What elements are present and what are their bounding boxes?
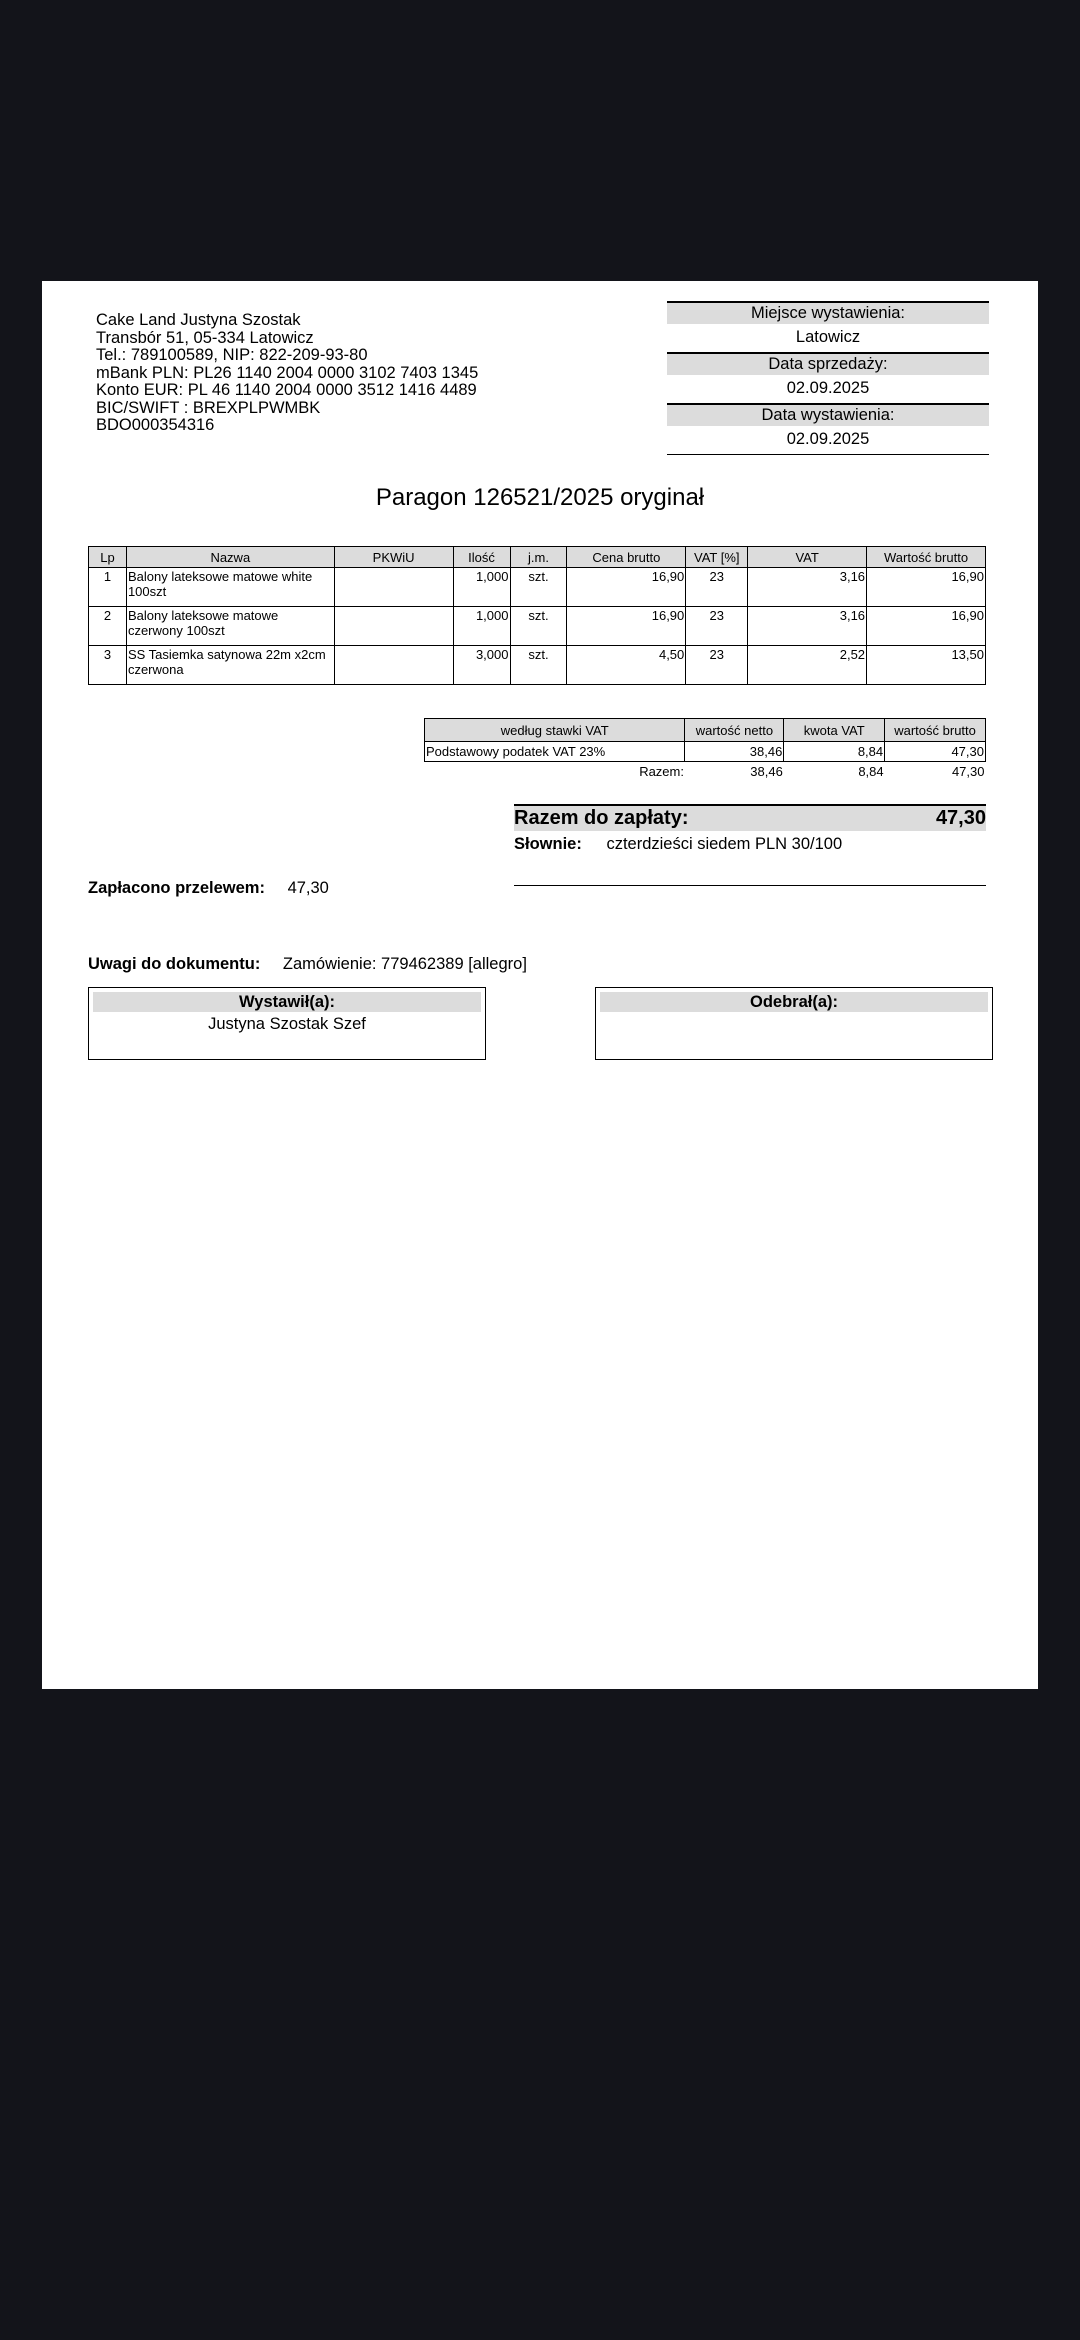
receiver-box <box>595 987 993 1060</box>
place-label: Miejsce wystawienia: <box>667 301 989 324</box>
document-notes <box>88 955 527 974</box>
vat-header-row <box>425 719 986 742</box>
vat-sum-row <box>425 762 986 782</box>
issue-date-label: Data wystawienia: <box>667 403 989 426</box>
seller-info <box>96 312 478 435</box>
document-title: Paragon 126521/2025 oryginał <box>375 484 705 511</box>
seller-bank-eur: Konto EUR: PL 46 1140 2004 0000 3512 1416 4489 <box>96 381 477 399</box>
cell-lp: 2 <box>89 607 127 646</box>
cell-cena-brutto: 4,50 <box>567 646 686 685</box>
vat-sum-netto: 38,46 <box>750 764 783 779</box>
col-ilosc: Ilość <box>453 547 510 568</box>
table-row <box>89 568 986 607</box>
payment-amount: 47,30 <box>287 879 329 897</box>
cell-cena-brutto: 16,90 <box>567 607 686 646</box>
notes-text: Zamówienie: 779462389 [allegro] <box>282 955 527 973</box>
vat-kwota: 8,84 <box>784 742 885 762</box>
cell-wartosc-brutto: 16,90 <box>867 607 986 646</box>
cell-vat: 3,16 <box>748 568 867 607</box>
issue-date-value: 02.09.2025 <box>786 430 870 448</box>
vat-summary-table <box>424 718 986 781</box>
cell-pkwiu <box>334 568 453 607</box>
issuer-name: Justyna Szostak Szef <box>208 1015 366 1033</box>
col-lp: Lp <box>89 547 127 568</box>
cell-pkwiu <box>334 646 453 685</box>
cell-jm: szt. <box>510 607 567 646</box>
table-row <box>89 607 986 646</box>
amount-in-words-text: czterdzieści siedem PLN 30/100 <box>606 835 843 853</box>
vat-col-rate: według stawki VAT <box>425 719 685 742</box>
cell-nazwa: Balony lateksowe matowe czerwony 100szt <box>126 607 334 646</box>
sale-date-label: Data sprzedaży: <box>667 352 989 375</box>
seller-bdo: BDO000354316 <box>96 416 215 434</box>
col-vat: VAT <box>748 547 867 568</box>
vat-row <box>425 742 986 762</box>
total-due <box>514 804 986 831</box>
cell-jm: szt. <box>510 646 567 685</box>
col-jm: j.m. <box>510 547 567 568</box>
cell-nazwa: SS Tasiemka satynowa 22m x2cm czerwona <box>126 646 334 685</box>
cell-vat: 3,16 <box>748 607 867 646</box>
vat-brutto: 47,30 <box>885 742 986 762</box>
items-header-row <box>89 547 986 568</box>
cell-lp: 1 <box>89 568 127 607</box>
receipt-page <box>42 281 1038 1689</box>
vat-sum-label: Razem: <box>639 764 684 779</box>
payment-label: Zapłacono przelewem: <box>88 879 265 897</box>
seller-swift: BIC/SWIFT : BREXPLPWMBK <box>96 398 321 417</box>
vat-rate-name: Podstawowy podatek VAT 23% <box>425 742 685 762</box>
issuer-label: Wystawił(a): <box>93 992 481 1012</box>
cell-wartosc-brutto: 13,50 <box>867 646 986 685</box>
col-pkwiu: PKWiU <box>334 547 453 568</box>
seller-phone-nip: Tel.: 789100589, NIP: 822-209-93-80 <box>96 346 368 364</box>
seller-address: Transbór 51, 05-334 Latowicz <box>96 328 314 347</box>
cell-vat-rate: 23 <box>686 607 748 646</box>
seller-bank-pln: mBank PLN: PL26 1140 2004 0000 3102 7403 1345 <box>96 363 479 382</box>
sale-date-value: 02.09.2025 <box>786 379 870 397</box>
amount-in-words-label: Słownie: <box>514 835 582 853</box>
table-row <box>89 646 986 685</box>
vat-sum-brutto: 47,30 <box>951 764 985 779</box>
payment-info <box>88 879 329 898</box>
document-meta <box>667 301 989 455</box>
vat-col-brutto: wartość brutto <box>885 719 986 742</box>
vat-netto: 38,46 <box>685 742 784 762</box>
cell-vat-rate: 23 <box>686 646 748 685</box>
vat-col-netto: wartość netto <box>685 719 784 742</box>
seller-name: Cake Land Justyna Szostak <box>96 311 301 329</box>
vat-col-kwota: kwota VAT <box>784 719 885 742</box>
items-table <box>88 546 986 685</box>
vat-sum-kwota: 8,84 <box>858 764 884 779</box>
divider-line <box>514 885 986 886</box>
cell-wartosc-brutto: 16,90 <box>867 568 986 607</box>
col-vat-rate: VAT [%] <box>686 547 748 568</box>
col-cena-brutto: Cena brutto <box>567 547 686 568</box>
cell-vat-rate: 23 <box>686 568 748 607</box>
total-due-label: Razem do zapłaty: <box>514 807 689 829</box>
meta-bottom-rule <box>667 454 989 455</box>
total-due-amount: 47,30 <box>935 807 986 829</box>
col-wartosc-brutto: Wartość brutto <box>867 547 986 568</box>
cell-ilosc: 1,000 <box>453 607 510 646</box>
place-value: Latowicz <box>795 328 861 346</box>
cell-pkwiu <box>334 607 453 646</box>
cell-ilosc: 3,000 <box>453 646 510 685</box>
notes-label: Uwagi do dokumentu: <box>88 955 261 973</box>
issuer-box <box>88 987 486 1060</box>
cell-ilosc: 1,000 <box>453 568 510 607</box>
receiver-label: Odebrał(a): <box>600 992 988 1012</box>
cell-cena-brutto: 16,90 <box>567 568 686 607</box>
cell-lp: 3 <box>89 646 127 685</box>
cell-jm: szt. <box>510 568 567 607</box>
cell-vat: 2,52 <box>748 646 867 685</box>
col-nazwa: Nazwa <box>126 547 334 568</box>
amount-in-words <box>514 835 842 854</box>
cell-nazwa: Balony lateksowe matowe white 100szt <box>126 568 334 607</box>
